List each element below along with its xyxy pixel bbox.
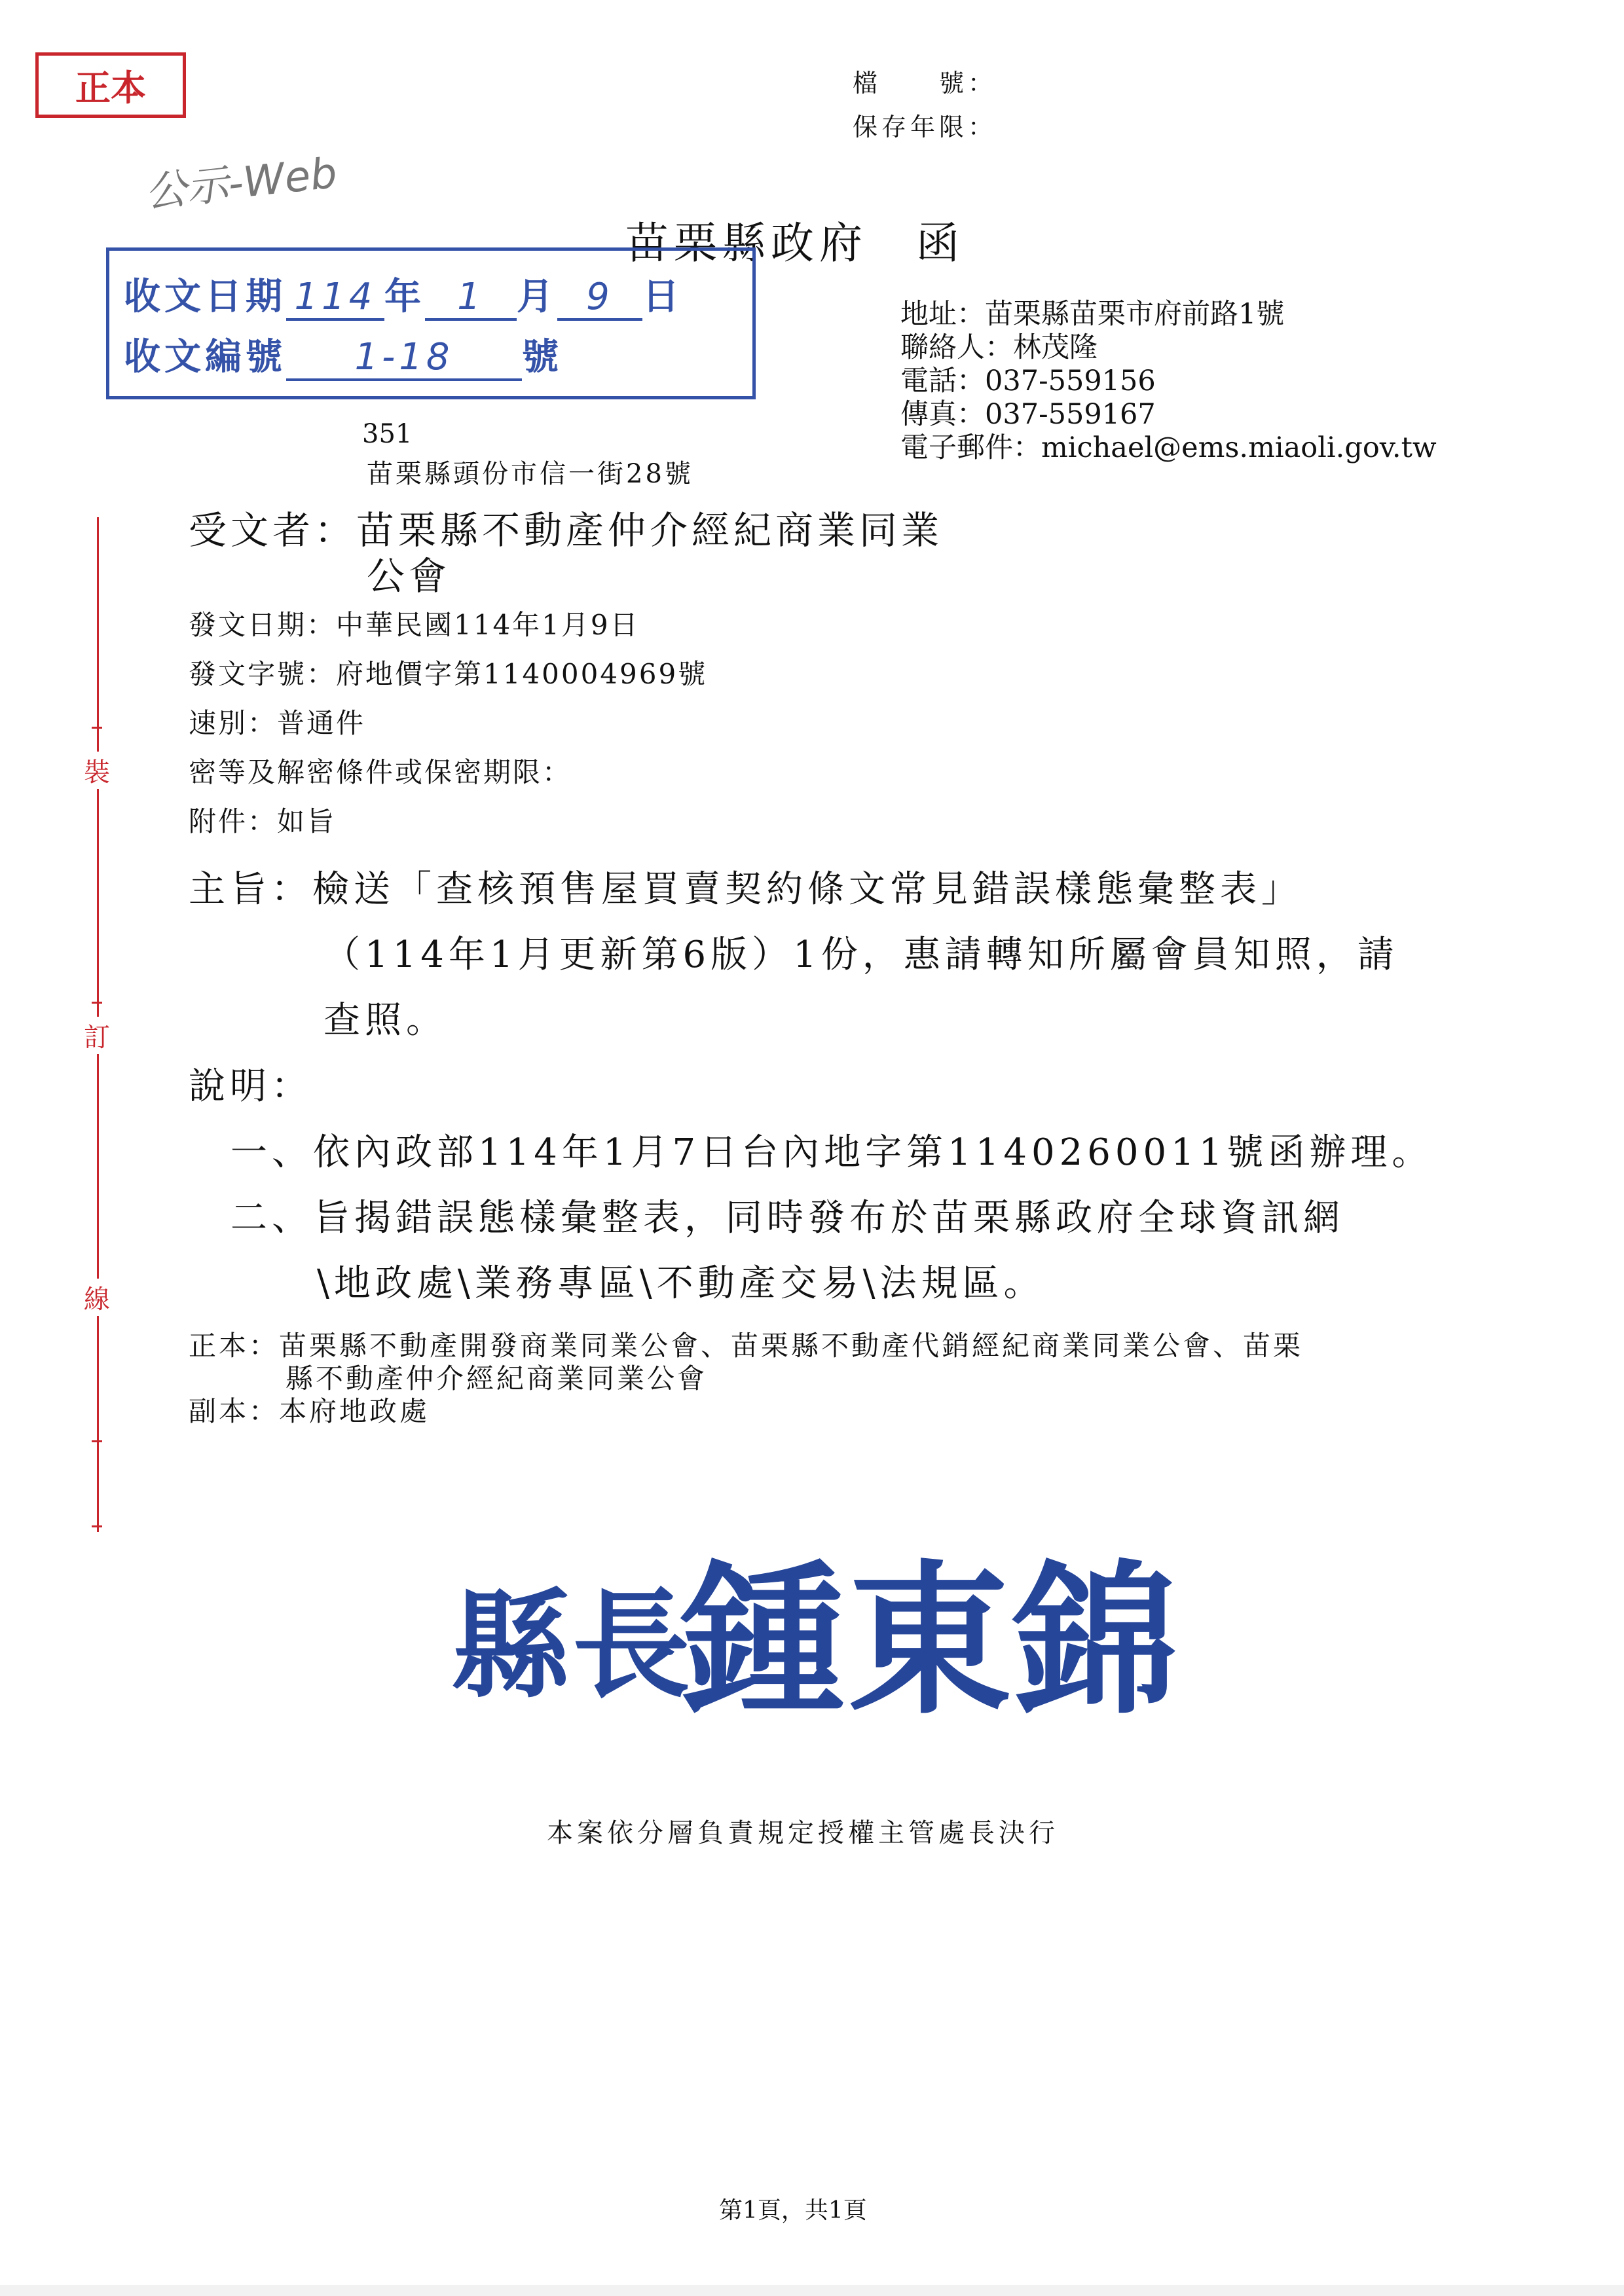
explanation-item-2-line-1: 二、旨揭錯誤態樣彙整表，同時發布於苗栗縣政府全球資訊網 [231, 1197, 1344, 1239]
attachment: 附件：如旨 [189, 805, 337, 837]
recipient-address: 苗栗縣頭份市信一街28號 [367, 459, 693, 489]
sender-email: 電子郵件：michael@ems.miaoli.gov.tw [900, 431, 1437, 464]
recipient-line-1: 受文者：苗栗縣不動產仲介經紀商業同業 [189, 508, 944, 553]
handwritten-note: 公示-Web [142, 149, 340, 218]
recipient-postcode: 351 [362, 419, 413, 449]
received-date-row [124, 268, 683, 321]
retention-period-label: 保存年限： [853, 113, 997, 141]
explanation-item-2-line-2: \地政處\業務專區\不動產交易\法規區。 [317, 1262, 1045, 1305]
scan-edge [0, 2285, 1624, 2296]
received-number-row [124, 328, 563, 381]
binding-tick [92, 1525, 102, 1527]
binding-mark-zhuang: 裝 [84, 752, 110, 789]
sender-address: 地址：苗栗縣苗栗市府前路1號 [900, 298, 1285, 331]
binding-mark-xian: 線 [84, 1279, 110, 1316]
original-copy-stamp: 正本 [35, 52, 186, 118]
issue-number: 發文字號：府地價字第1140004969號 [189, 658, 708, 690]
binding-tick [92, 727, 102, 729]
explanation-heading: 說明： [189, 1065, 312, 1108]
received-number-suffix: 號 [522, 335, 563, 378]
sender-fax: 傳真：037-559167 [900, 398, 1156, 431]
received-date-label: 收文日期 [124, 275, 286, 318]
binding-tick [92, 1002, 102, 1004]
sender-contact-block [900, 298, 1437, 465]
received-number-label: 收文編號 [124, 335, 286, 378]
received-month-label: 月 [517, 275, 557, 318]
distribution-original-line-2: 縣不動產仲介經紀商業同業公會 [286, 1362, 708, 1394]
sender-phone: 電話：037-559156 [900, 365, 1156, 397]
received-stamp [106, 247, 756, 399]
sender-contact-person: 聯絡人：林茂隆 [900, 331, 1098, 364]
received-day-value: 9 [557, 276, 642, 321]
signature-title: 縣長 [452, 1576, 693, 1715]
file-number-label: 檔 號： [853, 69, 997, 98]
authorization-note: 本案依分層負責規定授權主管處長決行 [547, 1818, 1059, 1848]
signature-name: 鍾東錦 [681, 1544, 1180, 1736]
secrecy-level: 密等及解密條件或保密期限： [189, 756, 572, 788]
explanation-item-1: 一、依內政部114年1月7日台內地字第1140260011號函辦理。 [231, 1131, 1433, 1174]
delivery-speed: 速別：普通件 [189, 707, 366, 739]
subject-line-1: 主旨：檢送「查核預售屋買賣契約條文常見錯誤樣態彙整表」 [189, 868, 1302, 911]
distribution-original-line-1: 正本：苗栗縣不動產開發商業同業公會、苗栗縣不動產代銷經紀商業同業公會、苗栗 [189, 1330, 1304, 1362]
page-number: 第1頁，共1頁 [719, 2197, 867, 2224]
binding-tick [92, 1440, 102, 1442]
received-month-value: 1 [425, 276, 517, 321]
received-day-label: 日 [642, 275, 683, 318]
received-number-value: 1-18 [286, 336, 522, 381]
document-title: 苗栗縣政府 函 [625, 218, 965, 268]
distribution-copy: 副本：本府地政處 [189, 1395, 430, 1427]
received-year-label: 年 [384, 275, 425, 318]
subject-line-3: 查照。 [323, 999, 447, 1042]
recipient-line-2: 公會 [367, 554, 451, 598]
received-year-value: 114 [286, 276, 384, 321]
subject-line-2: （114年1月更新第6版）1份，惠請轉知所屬會員知照，請 [323, 934, 1399, 976]
binding-mark-ding: 訂 [84, 1017, 110, 1054]
issue-date: 發文日期：中華民國114年1月9日 [189, 609, 640, 641]
